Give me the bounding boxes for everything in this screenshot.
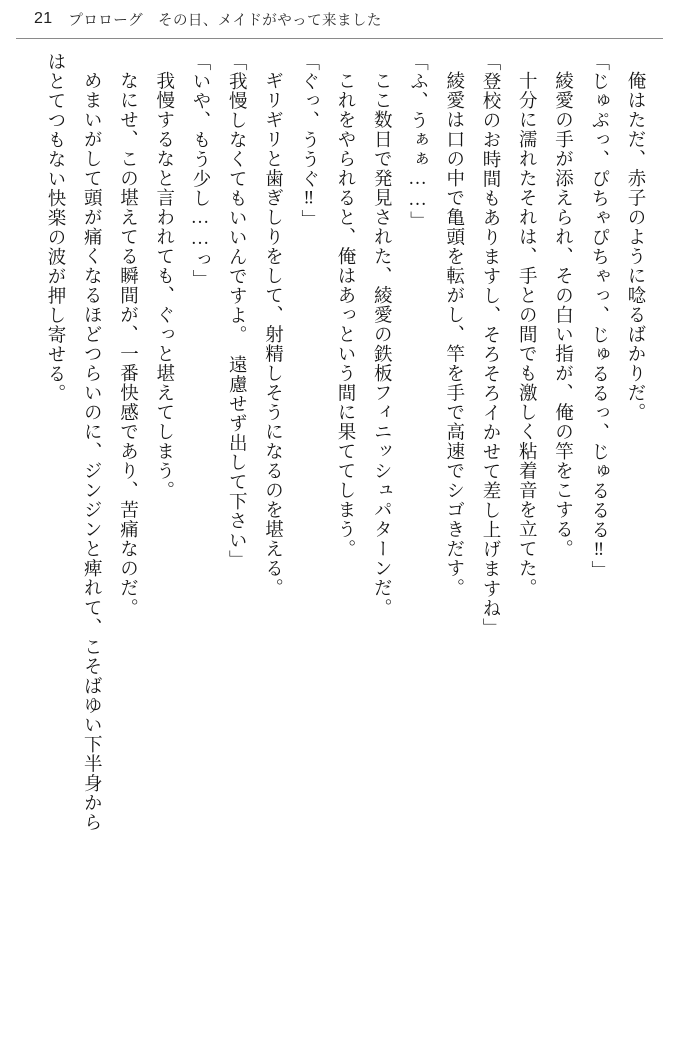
paragraph: 「いや、もう少し……っ」 [190, 52, 210, 290]
paragraph: 「登校のお時間もありますし、そろそろイかせて差し上げますね」 [480, 52, 500, 638]
paragraph: 我慢するなと言われても、ぐっと堪えてしまう。 [153, 70, 174, 500]
paragraph: 「ふ、うぁぁ……」 [407, 52, 428, 231]
vertical-body-text [20, 52, 653, 1042]
paragraph: 綾愛の手が添えられ、その白い指が、俺の竿をこする。 [552, 70, 573, 559]
paragraph: 「じゅぷっ、ぴちゃぴちゃっ、じゅるるっ、じゅるるる‼」 [588, 52, 609, 581]
paragraph: 俺はただ、赤子のように唸るばかりだ。 [625, 70, 645, 422]
paragraph: はとてつもない快楽の波が押し寄せる。 [45, 52, 65, 404]
paragraph: 綾愛は口の中で亀頭を転がし、竿を手で高速でシゴきだす。 [443, 70, 464, 598]
paragraph: 十分に濡れたそれは、手との間でも激しく粘着音を立てた。 [516, 70, 537, 598]
paragraph: これをやられると、俺はあっという間に果ててしまう。 [335, 70, 355, 559]
header-divider [16, 38, 663, 39]
paragraph: 「我慢しなくてもいいんですよ。 遠慮せず出して下さい」 [226, 52, 247, 570]
paragraph: なにせ、この堪えてる瞬間が、一番快感であり、苦痛なのだ。 [117, 70, 138, 617]
page-number: 21 [34, 10, 53, 27]
paragraph: ギリギリと歯ぎしりをして、射精しそうになるのを堪える。 [262, 70, 283, 598]
chapter-title: プロローグ その日、メイドがやって来ました [68, 12, 382, 29]
paragraph: めまいがして頭が痛くなるほどつらいのに、ジンジンと痺れて、こそばゆい下半身から [81, 70, 102, 832]
running-header [0, 0, 679, 38]
paragraph: 「ぐっ、ううぐ‼」 [298, 52, 319, 230]
paragraph: ここ数日で発見された、綾愛の鉄板フィニッシュパターンだ。 [371, 70, 392, 617]
